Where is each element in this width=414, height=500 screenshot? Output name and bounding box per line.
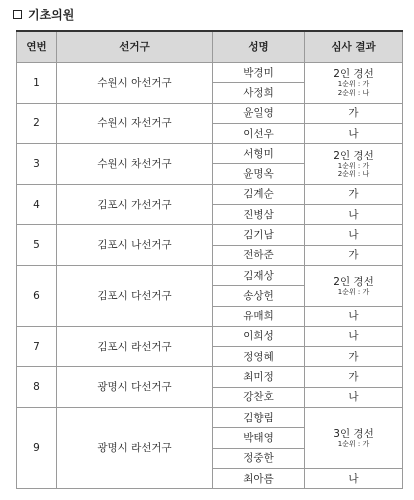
result-main: 가 xyxy=(348,107,359,120)
table-row xyxy=(17,144,403,164)
result-main: 나 xyxy=(348,330,359,343)
result-main: 가 xyxy=(348,350,359,363)
district-name: 광명시 다선거구 xyxy=(57,367,213,408)
candidate-name: 유매희 xyxy=(213,306,305,326)
result-main: 2인 경선 xyxy=(333,149,374,162)
result-main: 가 xyxy=(348,188,359,201)
result-main: 나 xyxy=(348,472,359,485)
table-row xyxy=(17,367,403,387)
result-main: 나 xyxy=(348,310,359,323)
result-rank: 2순위 : 나 xyxy=(337,88,370,97)
screening-result xyxy=(305,468,403,488)
screening-result xyxy=(305,144,403,185)
screening-result xyxy=(305,123,403,143)
table-row xyxy=(17,265,403,285)
result-rank: 1순위 : 가 xyxy=(337,287,370,296)
candidate-name: 강찬호 xyxy=(213,387,305,407)
row-number: 3 xyxy=(17,144,57,185)
row-number: 6 xyxy=(17,265,57,326)
candidate-name: 이희성 xyxy=(213,326,305,346)
row-number: 5 xyxy=(17,225,57,266)
district-name: 김포시 나선거구 xyxy=(57,225,213,266)
result-main: 2인 경선 xyxy=(333,68,374,81)
candidate-name: 김기남 xyxy=(213,225,305,245)
candidate-name: 윤명옥 xyxy=(213,164,305,184)
result-rank: 1순위 : 가 xyxy=(337,439,370,448)
district-name: 김포시 라선거구 xyxy=(57,326,213,367)
row-number: 2 xyxy=(17,103,57,144)
screening-result xyxy=(305,63,403,104)
row-number: 8 xyxy=(17,367,57,408)
screening-results-table xyxy=(16,30,403,489)
candidate-name: 전하준 xyxy=(213,245,305,265)
candidate-name: 박경미 xyxy=(213,63,305,83)
header-district: 선거구 xyxy=(57,31,213,63)
candidate-name: 서형미 xyxy=(213,144,305,164)
result-main: 나 xyxy=(348,391,359,404)
header-result: 심사 결과 xyxy=(305,31,403,63)
table-row xyxy=(17,184,403,204)
candidate-name: 김향림 xyxy=(213,408,305,428)
row-number: 1 xyxy=(17,63,57,104)
district-name: 수원시 차선거구 xyxy=(57,144,213,185)
screening-result xyxy=(305,225,403,245)
candidate-name: 진병삼 xyxy=(213,205,305,225)
header-name: 성명 xyxy=(213,31,305,63)
screening-result xyxy=(305,367,403,387)
district-name: 광명시 라선거구 xyxy=(57,408,213,489)
candidate-name: 정중한 xyxy=(213,448,305,468)
district-name: 김포시 다선거구 xyxy=(57,265,213,326)
candidate-name: 최아름 xyxy=(213,468,305,488)
candidate-name: 송상헌 xyxy=(213,286,305,306)
table-header-row xyxy=(17,31,403,63)
table-row xyxy=(17,408,403,428)
screening-result xyxy=(305,205,403,225)
candidate-name: 이선우 xyxy=(213,123,305,143)
screening-result xyxy=(305,347,403,367)
screening-result xyxy=(305,408,403,469)
screening-result xyxy=(305,245,403,265)
candidate-name: 김재상 xyxy=(213,265,305,285)
candidate-name: 최미정 xyxy=(213,367,305,387)
screening-result xyxy=(305,103,403,123)
district-name: 수원시 아선거구 xyxy=(57,63,213,104)
result-main: 가 xyxy=(348,371,359,384)
table-row xyxy=(17,63,403,83)
district-name: 김포시 가선거구 xyxy=(57,184,213,225)
row-number: 4 xyxy=(17,184,57,225)
candidate-name: 정영혜 xyxy=(213,347,305,367)
result-rank: 1순위 : 가 xyxy=(337,80,370,89)
candidate-name: 김계순 xyxy=(213,184,305,204)
table-row xyxy=(17,103,403,123)
screening-result xyxy=(305,326,403,346)
table-row xyxy=(17,225,403,245)
header-no: 연번 xyxy=(17,31,57,63)
screening-result xyxy=(305,265,403,306)
screening-result xyxy=(305,306,403,326)
checkbox-bullet-icon xyxy=(13,10,22,19)
candidate-name: 박태영 xyxy=(213,428,305,448)
row-number: 9 xyxy=(17,408,57,489)
candidate-name: 윤일영 xyxy=(213,103,305,123)
screening-result xyxy=(305,387,403,407)
result-main: 나 xyxy=(348,208,359,221)
result-rank: 2순위 : 나 xyxy=(337,170,370,179)
district-name: 수원시 자선거구 xyxy=(57,103,213,144)
screening-result xyxy=(305,184,403,204)
result-main: 3인 경선 xyxy=(333,427,374,440)
result-main: 가 xyxy=(348,249,359,262)
result-main: 2인 경선 xyxy=(333,275,374,288)
section-title xyxy=(13,6,74,23)
candidate-name: 사정희 xyxy=(213,83,305,103)
result-rank: 1순위 : 가 xyxy=(337,161,370,170)
row-number: 7 xyxy=(17,326,57,367)
table-body xyxy=(17,63,403,489)
section-title-text: 기초의원 xyxy=(28,8,75,22)
result-main: 나 xyxy=(348,127,359,140)
result-main: 나 xyxy=(348,228,359,241)
table-row xyxy=(17,326,403,346)
